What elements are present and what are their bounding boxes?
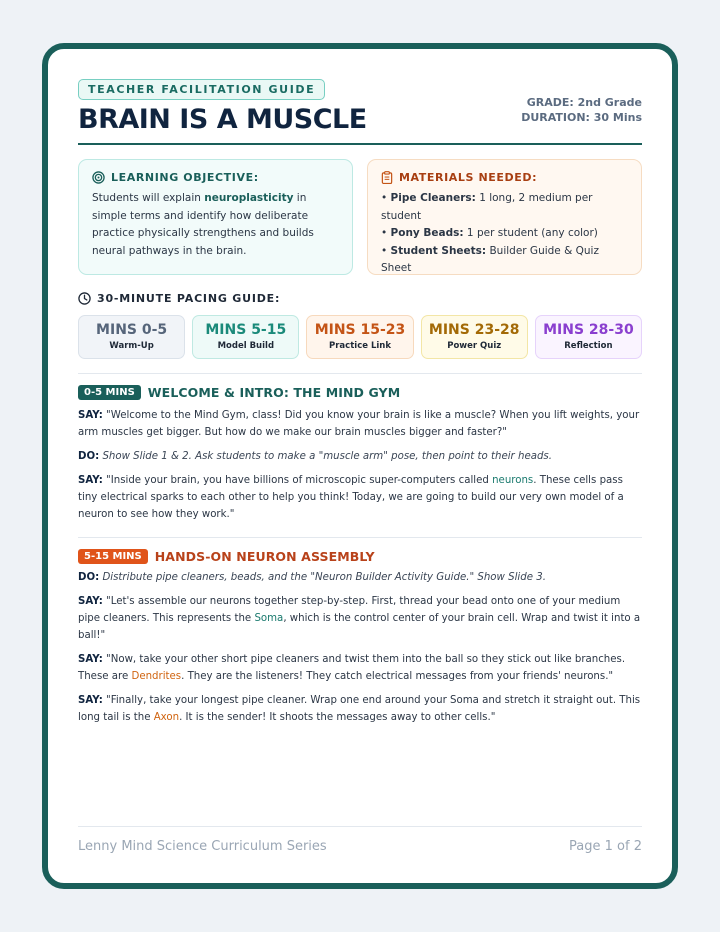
- page-title: BRAIN IS A MUSCLE: [78, 104, 367, 135]
- list-item: • Student Sheets: Builder Guide & Quiz Sheet: [381, 244, 599, 274]
- say-paragraph: SAY: "Inside your brain, you have billions of microscopic super-computers called neurons. These cells pass tiny electrical sparks to each other to help you think! Today, we are going to build our very own model of a neuron to see how they work.": [78, 475, 624, 520]
- term-soma: Soma: [254, 613, 284, 624]
- objective-text: Students will explain neuroplasticity in simple terms and identify how deliberate practice physically strengthens and builds neural pathways in the brain.: [92, 192, 314, 257]
- info-cards: [78, 159, 642, 275]
- header-rule: [78, 143, 642, 145]
- objective-card: [78, 159, 353, 275]
- clipboard-icon: [381, 171, 393, 184]
- section-intro: [78, 385, 642, 523]
- list-item: • Pipe Cleaners: 1 long, 2 medium per student: [381, 192, 593, 222]
- term-dendrites: Dendrites: [131, 671, 182, 682]
- page-footer: [78, 826, 642, 854]
- grade-label: GRADE: 2nd Grade: [526, 96, 642, 109]
- say-paragraph: SAY: "Finally, take your longest pipe cleaner. Wrap one end around your Soma and stretch it straight out. This long tail is the Axon. It is the sender! It shoots the messages away to other cells.": [78, 695, 641, 723]
- grade-duration: [521, 95, 642, 125]
- pacing-step-reflection: MINS 28-30 Reflection: [535, 315, 642, 359]
- duration-label: DURATION: 30 Mins: [521, 111, 642, 124]
- clock-icon: [78, 292, 91, 305]
- say-paragraph: SAY: "Welcome to the Mind Gym, class! Did you know your brain is like a muscle? When you lift weights, your arm muscles get bigger. But how do we make our brain muscles bigger and faster?": [78, 410, 640, 438]
- page-number: Page 1 of 2: [569, 839, 642, 854]
- header: [78, 78, 642, 135]
- objective-keyword: neuroplasticity: [204, 192, 294, 204]
- divider: [78, 373, 642, 374]
- time-badge: 0-5 MINS: [78, 385, 141, 400]
- page-frame: [42, 43, 678, 889]
- say-paragraph: SAY: "Now, take your other short pipe cleaners and twist them into the ball so they stick out like branches. These are Dendrites. They are the listeners! They catch electrical messages from your friends' neurons.": [78, 654, 626, 682]
- section-title: WELCOME & INTRO: THE MIND GYM: [147, 385, 401, 400]
- divider: [78, 537, 642, 538]
- pacing-step-model-build: MINS 5-15 Model Build: [192, 315, 299, 359]
- time-badge: 5-15 MINS: [78, 549, 148, 564]
- pacing-step-warm-up: MINS 0-5 Warm-Up: [78, 315, 185, 359]
- do-paragraph: DO: Distribute pipe cleaners, beads, and the "Neuron Builder Activity Guide." Show Slide 3.: [78, 572, 546, 583]
- pacing-step-practice-link: MINS 15-23 Practice Link: [306, 315, 413, 359]
- pacing-step-power-quiz: MINS 23-28 Power Quiz: [421, 315, 528, 359]
- materials-title: MATERIALS NEEDED:: [399, 171, 538, 184]
- guide-badge: TEACHER FACILITATION GUIDE: [78, 79, 325, 100]
- section-title: HANDS-ON NEURON ASSEMBLY: [154, 549, 375, 564]
- pacing-heading: 30-MINUTE PACING GUIDE:: [78, 292, 642, 305]
- pacing-row: [78, 315, 642, 359]
- page-content: [78, 78, 642, 726]
- term-axon: Axon: [153, 712, 180, 723]
- materials-card: [367, 159, 642, 275]
- section-assembly: [78, 549, 642, 726]
- term-neurons: neurons: [492, 475, 534, 486]
- list-item: • Pony Beads: 1 per student (any color): [381, 227, 598, 239]
- say-paragraph: SAY: "Let's assemble our neurons together step-by-step. First, thread your bead onto one of your medium pipe cleaners. This represents the Soma, which is the control center of your brain cell. Wrap and twist it into a ball!": [78, 596, 641, 641]
- target-icon: [92, 171, 105, 184]
- do-paragraph: DO: Show Slide 1 & 2. Ask students to make a "muscle arm" pose, then point to their heads.: [78, 451, 552, 462]
- materials-list: [381, 190, 628, 278]
- objective-title: LEARNING OBJECTIVE:: [111, 171, 259, 184]
- series-name: Lenny Mind Science Curriculum Series: [78, 839, 327, 854]
